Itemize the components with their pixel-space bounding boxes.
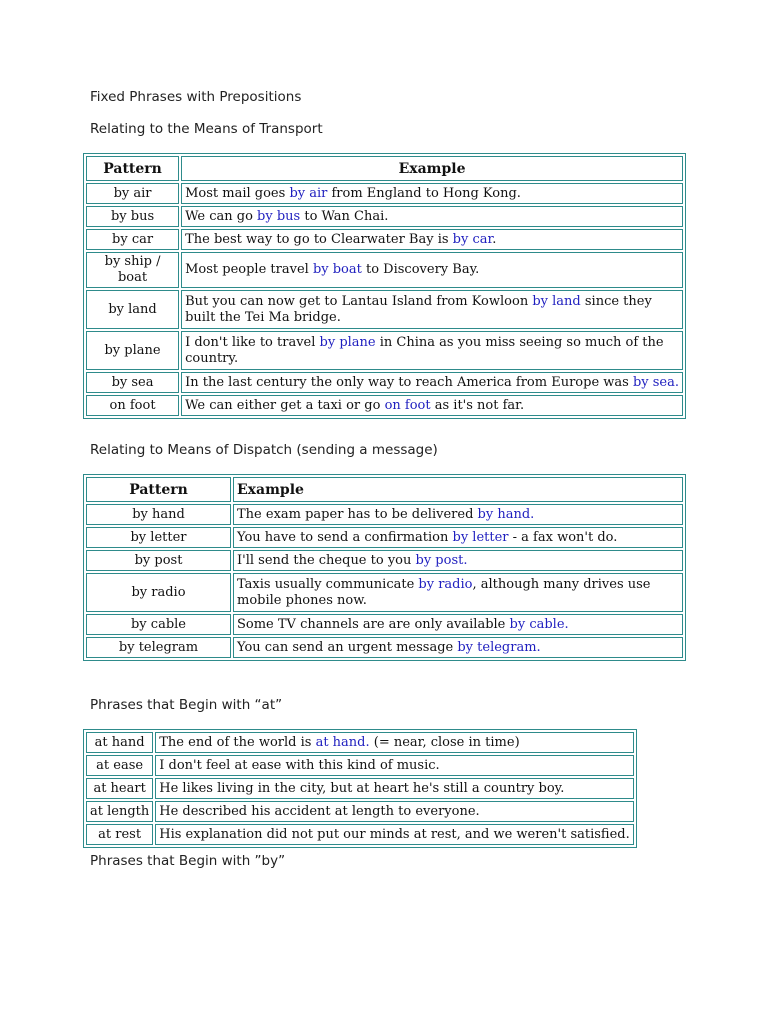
pattern-cell: at rest — [86, 824, 153, 845]
pattern-cell: by ship / boat — [86, 252, 179, 288]
highlighted-phrase: by letter — [452, 529, 509, 545]
example-text: We can either get a taxi or go — [185, 397, 385, 413]
example-cell — [181, 372, 683, 393]
example-text: You can send an urgent message — [237, 639, 458, 655]
pattern-cell: at length — [86, 801, 153, 822]
table-row — [86, 550, 683, 571]
table-row — [86, 778, 634, 799]
pattern-column-header: Pattern — [86, 156, 179, 181]
table-row — [86, 614, 683, 635]
example-text: (= near, close in time) — [369, 734, 520, 750]
example-cell — [233, 573, 683, 612]
example-text: The exam paper has to be delivered — [237, 506, 478, 522]
example-cell — [233, 527, 683, 548]
example-cell — [155, 801, 634, 822]
highlighted-phrase: by hand. — [477, 506, 535, 522]
example-cell — [155, 778, 634, 799]
section-heading-at: Phrases that Begin with “at” — [90, 697, 283, 713]
highlighted-phrase: by plane — [319, 334, 376, 350]
section-heading-dispatch: Relating to Means of Dispatch (sending a message) — [90, 442, 438, 458]
highlighted-phrase: by radio — [418, 576, 473, 592]
example-text: I don't like to travel — [185, 334, 320, 350]
example-text: His explanation did not put our minds at rest, and we weren't satisfied. — [159, 826, 630, 842]
example-text: I'll send the cheque to you — [237, 552, 416, 568]
example-column-header: Example — [181, 156, 683, 181]
pattern-column-header: Pattern — [86, 477, 231, 502]
example-cell — [181, 229, 683, 250]
pattern-cell: by cable — [86, 614, 231, 635]
dispatch-table — [83, 474, 686, 661]
table-row — [86, 801, 634, 822]
highlighted-phrase: on foot — [384, 397, 431, 413]
example-cell — [233, 614, 683, 635]
example-text: as it's not far. — [430, 397, 525, 413]
example-text: from England to Hong Kong. — [327, 185, 521, 201]
pattern-cell: by bus — [86, 206, 179, 227]
highlighted-phrase: by land — [532, 293, 581, 309]
example-text: We can go — [185, 208, 258, 224]
highlighted-phrase: by air — [289, 185, 328, 201]
table-row — [86, 755, 634, 776]
pattern-cell: at ease — [86, 755, 153, 776]
table-row — [86, 527, 683, 548]
example-cell — [181, 290, 683, 329]
table-header-row — [86, 477, 683, 502]
pattern-cell: by sea — [86, 372, 179, 393]
example-cell — [155, 755, 634, 776]
highlighted-phrase: by post. — [415, 552, 468, 568]
example-text: to Discovery Bay. — [361, 262, 480, 277]
pattern-cell: by land — [86, 290, 179, 329]
highlighted-phrase: by cable. — [509, 616, 569, 632]
table-row — [86, 252, 683, 288]
example-cell — [181, 206, 683, 227]
example-cell — [233, 637, 683, 658]
table-row — [86, 372, 683, 393]
example-text: , although many drives use mobile phones now. — [237, 576, 651, 608]
example-text: He likes living in the city, but at heart he's still a country boy. — [159, 780, 565, 796]
example-cell — [181, 395, 683, 416]
example-text: to Wan Chai. — [300, 208, 389, 224]
pattern-cell: at heart — [86, 778, 153, 799]
table-row — [86, 573, 683, 612]
table-row — [86, 290, 683, 329]
example-text: The best way to go to Clearwater Bay is — [185, 231, 453, 247]
pattern-cell: by post — [86, 550, 231, 571]
highlighted-phrase: at hand. — [315, 734, 370, 750]
example-text: Most mail goes — [185, 185, 290, 201]
document-title: Fixed Phrases with Prepositions — [90, 89, 302, 105]
example-text: in China as you miss seeing so much of the country. — [185, 334, 664, 366]
table-row — [86, 229, 683, 250]
example-text: But you can now get to Lantau Island from Kowloon — [185, 293, 533, 309]
example-cell — [155, 824, 634, 845]
example-cell — [181, 252, 683, 288]
at-phrases-table — [83, 729, 637, 848]
section-heading-by: Phrases that Begin with ”by” — [90, 853, 286, 869]
example-cell — [233, 504, 683, 525]
example-text: Taxis usually communicate — [237, 576, 419, 592]
example-text: You have to send a confirmation — [237, 529, 453, 545]
table-row — [86, 183, 683, 204]
example-text: Most people travel — [185, 262, 313, 277]
example-text: In the last century the only way to reach America from Europe was — [185, 374, 633, 390]
table-row — [86, 395, 683, 416]
highlighted-phrase: by bus — [257, 208, 301, 224]
section-heading-transport: Relating to the Means of Transport — [90, 121, 323, 137]
highlighted-phrase: by sea. — [632, 374, 679, 390]
table-row — [86, 206, 683, 227]
pattern-cell: at hand — [86, 732, 153, 753]
pattern-cell: by radio — [86, 573, 231, 612]
table-row — [86, 637, 683, 658]
table-header-row — [86, 156, 683, 181]
example-cell — [233, 550, 683, 571]
table-row — [86, 732, 634, 753]
highlighted-phrase: by telegram. — [457, 639, 541, 655]
pattern-cell: by plane — [86, 331, 179, 370]
example-text: I don't feel at ease with this kind of music. — [159, 757, 440, 773]
highlighted-phrase: by car — [452, 231, 493, 247]
example-cell — [181, 331, 683, 370]
pattern-cell: by hand — [86, 504, 231, 525]
example-column-header: Example — [233, 477, 683, 502]
table-row — [86, 331, 683, 370]
pattern-cell: by air — [86, 183, 179, 204]
pattern-cell: by car — [86, 229, 179, 250]
example-cell — [155, 732, 634, 753]
example-text: He described his accident at length to everyone. — [159, 803, 480, 819]
table-row — [86, 504, 683, 525]
example-text: Some TV channels are are only available — [237, 616, 510, 632]
example-text: - a fax won't do. — [508, 529, 618, 545]
highlighted-phrase: by boat — [312, 262, 362, 277]
pattern-cell: on foot — [86, 395, 179, 416]
example-cell — [181, 183, 683, 204]
pattern-cell: by telegram — [86, 637, 231, 658]
pattern-cell: by letter — [86, 527, 231, 548]
example-text: The end of the world is — [159, 734, 316, 750]
example-text: since they built the Tei Ma bridge. — [185, 293, 652, 325]
table-row — [86, 824, 634, 845]
example-text: . — [492, 231, 497, 247]
transport-table — [83, 153, 686, 419]
